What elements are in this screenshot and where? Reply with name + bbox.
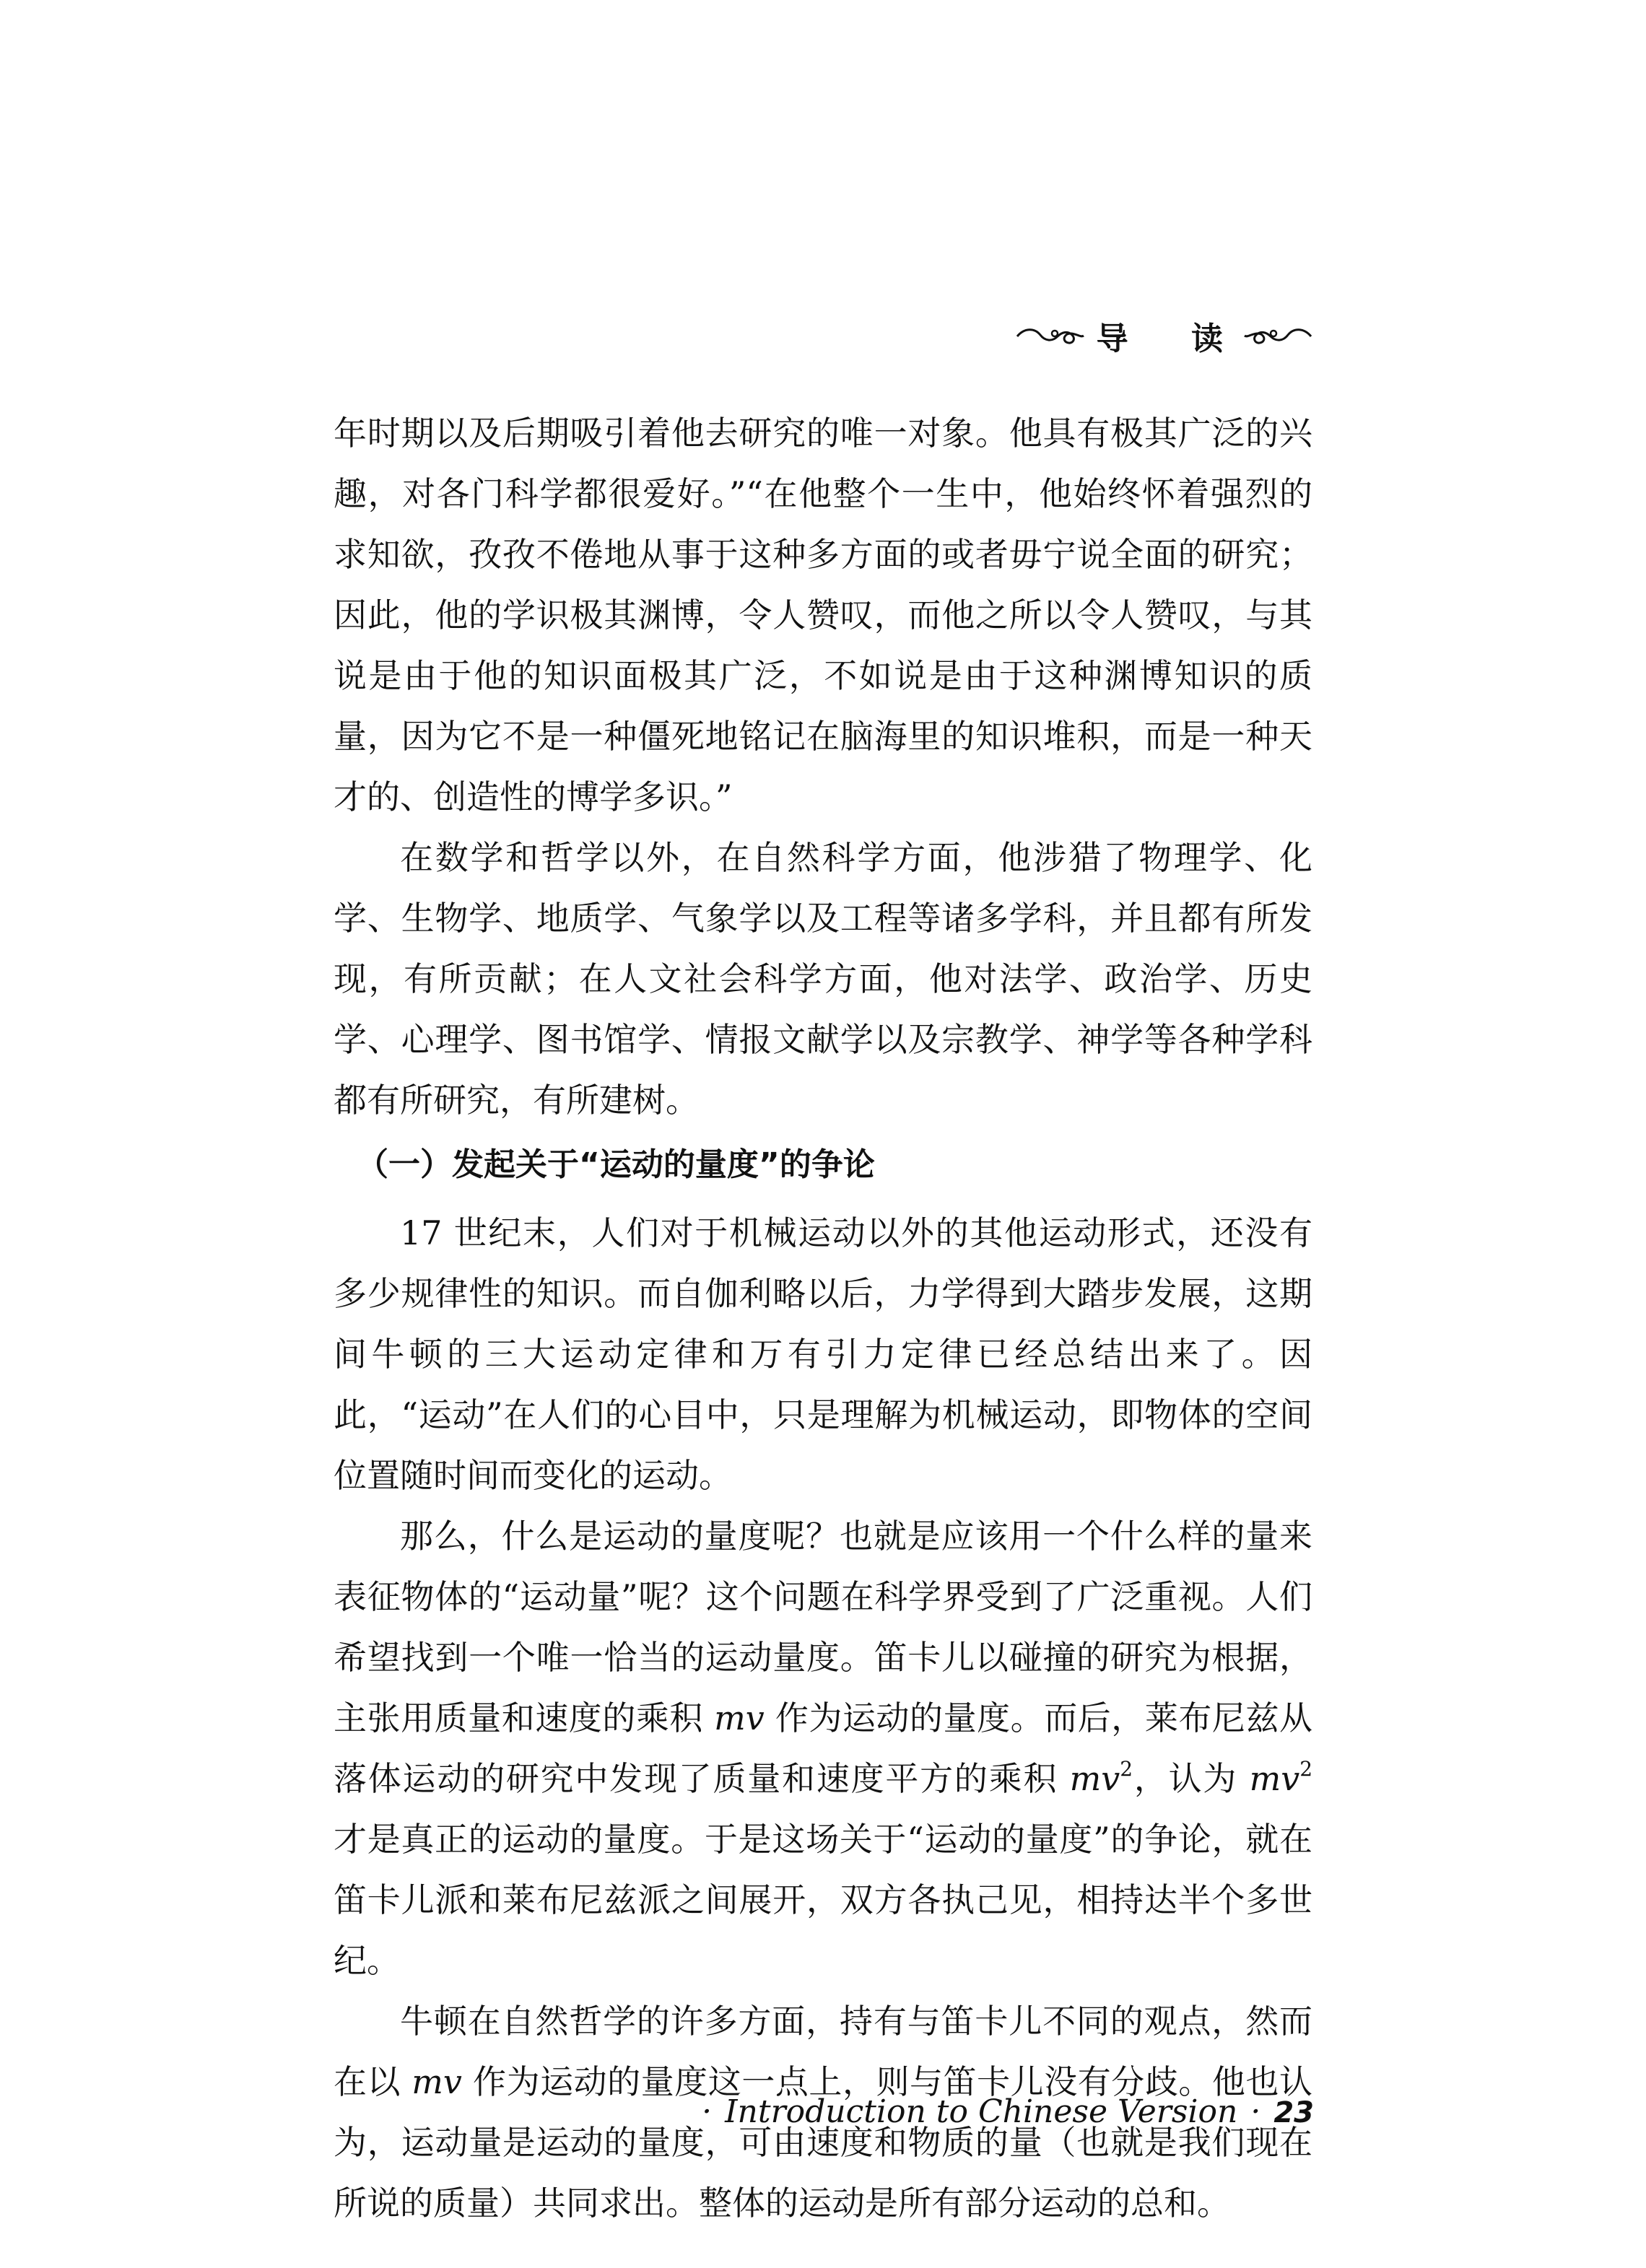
text-segment: 那么，什么是运动的量度呢？也就是应该用一个什么样的量来表征物体的“运动量”呢？这个问题在科学界受到了广泛重视。人们希望找到一个唯一恰当的运动量度。笛卡儿以碰撞的研究为根据，主张用质量和速度的乘积 [334,1517,1312,1737]
formula-mv-squared: mv [1249,1759,1300,1798]
text-segment: 作为运动的量度这一点上，则与笛卡儿没有分歧。他也认为，运动量是运动的量度，可由速度和物质的量（也就是我们现在所说的质量）共同求出。整体的运动是所有部分运动的总和。 [334,2062,1312,2223]
footer-bullet: · [1250,2093,1261,2130]
running-header [1014,310,1314,361]
superscript: 2 [1299,1756,1313,1781]
header-title: 导 读 [1096,320,1249,357]
paragraph-3: 17 世纪末，人们对于机械运动以外的其他运动形式，还没有多少规律性的知识。而自伽利略以后，力学得到大踏步发展，这期间牛顿的三大运动定律和万有引力定律已经总结出来了。因此，“运动”在人们的心目中，只是理解为机械运动，即物体的空间位置随时间而变化的运动。 [334,1213,1312,1495]
text-segment: 作为运动的量度。而后，莱布尼兹从落体运动的研究中发现了质量和速度平方的乘积 [334,1698,1313,1798]
paragraph-2: 在数学和哲学以外，在自然科学方面，他涉猎了物理学、化学、生物学、地质学、气象学以及工程等诸多学科，并且都有所发现，有所贡献；在人文社会科学方面，他对法学、政治学、历史学、心理学、图书馆学、情报文献学以及宗教学、神学等各种学科都有所研究，有所建树。 [334,838,1312,1120]
body-text [334,403,1312,2233]
footer-bullet: · [702,2093,713,2130]
formula-mv-squared: mv [1069,1759,1120,1798]
paragraph-1: 年时期以及后期吸引着他去研究的唯一对象。他具有极其广泛的兴趣，对各门科学都很爱好。”“在他整个一生中，他始终怀着强烈的求知欲，孜孜不倦地从事于这种多方面的或者毋宁说全面的研究；因此，他的学识极其渊博，令人赞叹，而他之所以令人赞叹，与其说是由于他的知识面极其广泛，不如说是由于这种渊博知识的质量，因为它不是一种僵死地铭记在脑海里的知识堆积，而是一种天才的、创造性的博学多识。” [334,414,1312,816]
right-flourish-icon [1242,323,1314,348]
page-number: 23 [1273,2096,1314,2129]
text-segment: ，认为 [1133,1759,1250,1798]
footer-title: Introduction to Chinese Version [725,2093,1238,2130]
superscript: 2 [1120,1756,1133,1781]
section-heading: （一）发起关于“运动的量度”的争论 [357,1146,875,1183]
paragraph-4 [334,1506,1312,1991]
text-segment: 才是真正的运动的量度。于是这场关于“运动的量度”的争论，就在笛卡儿派和莱布尼兹派之间展开，双方各执己见，相持达半个多世纪。 [334,1820,1312,1980]
left-flourish-icon [1014,323,1087,348]
formula-mv: mv [412,2062,462,2101]
page-footer [702,2093,1314,2130]
text-segment: 牛顿在自然哲学的许多方面，持有与笛卡儿不同的观点，然而在以 [334,2002,1312,2101]
formula-mv: mv [714,1698,765,1737]
